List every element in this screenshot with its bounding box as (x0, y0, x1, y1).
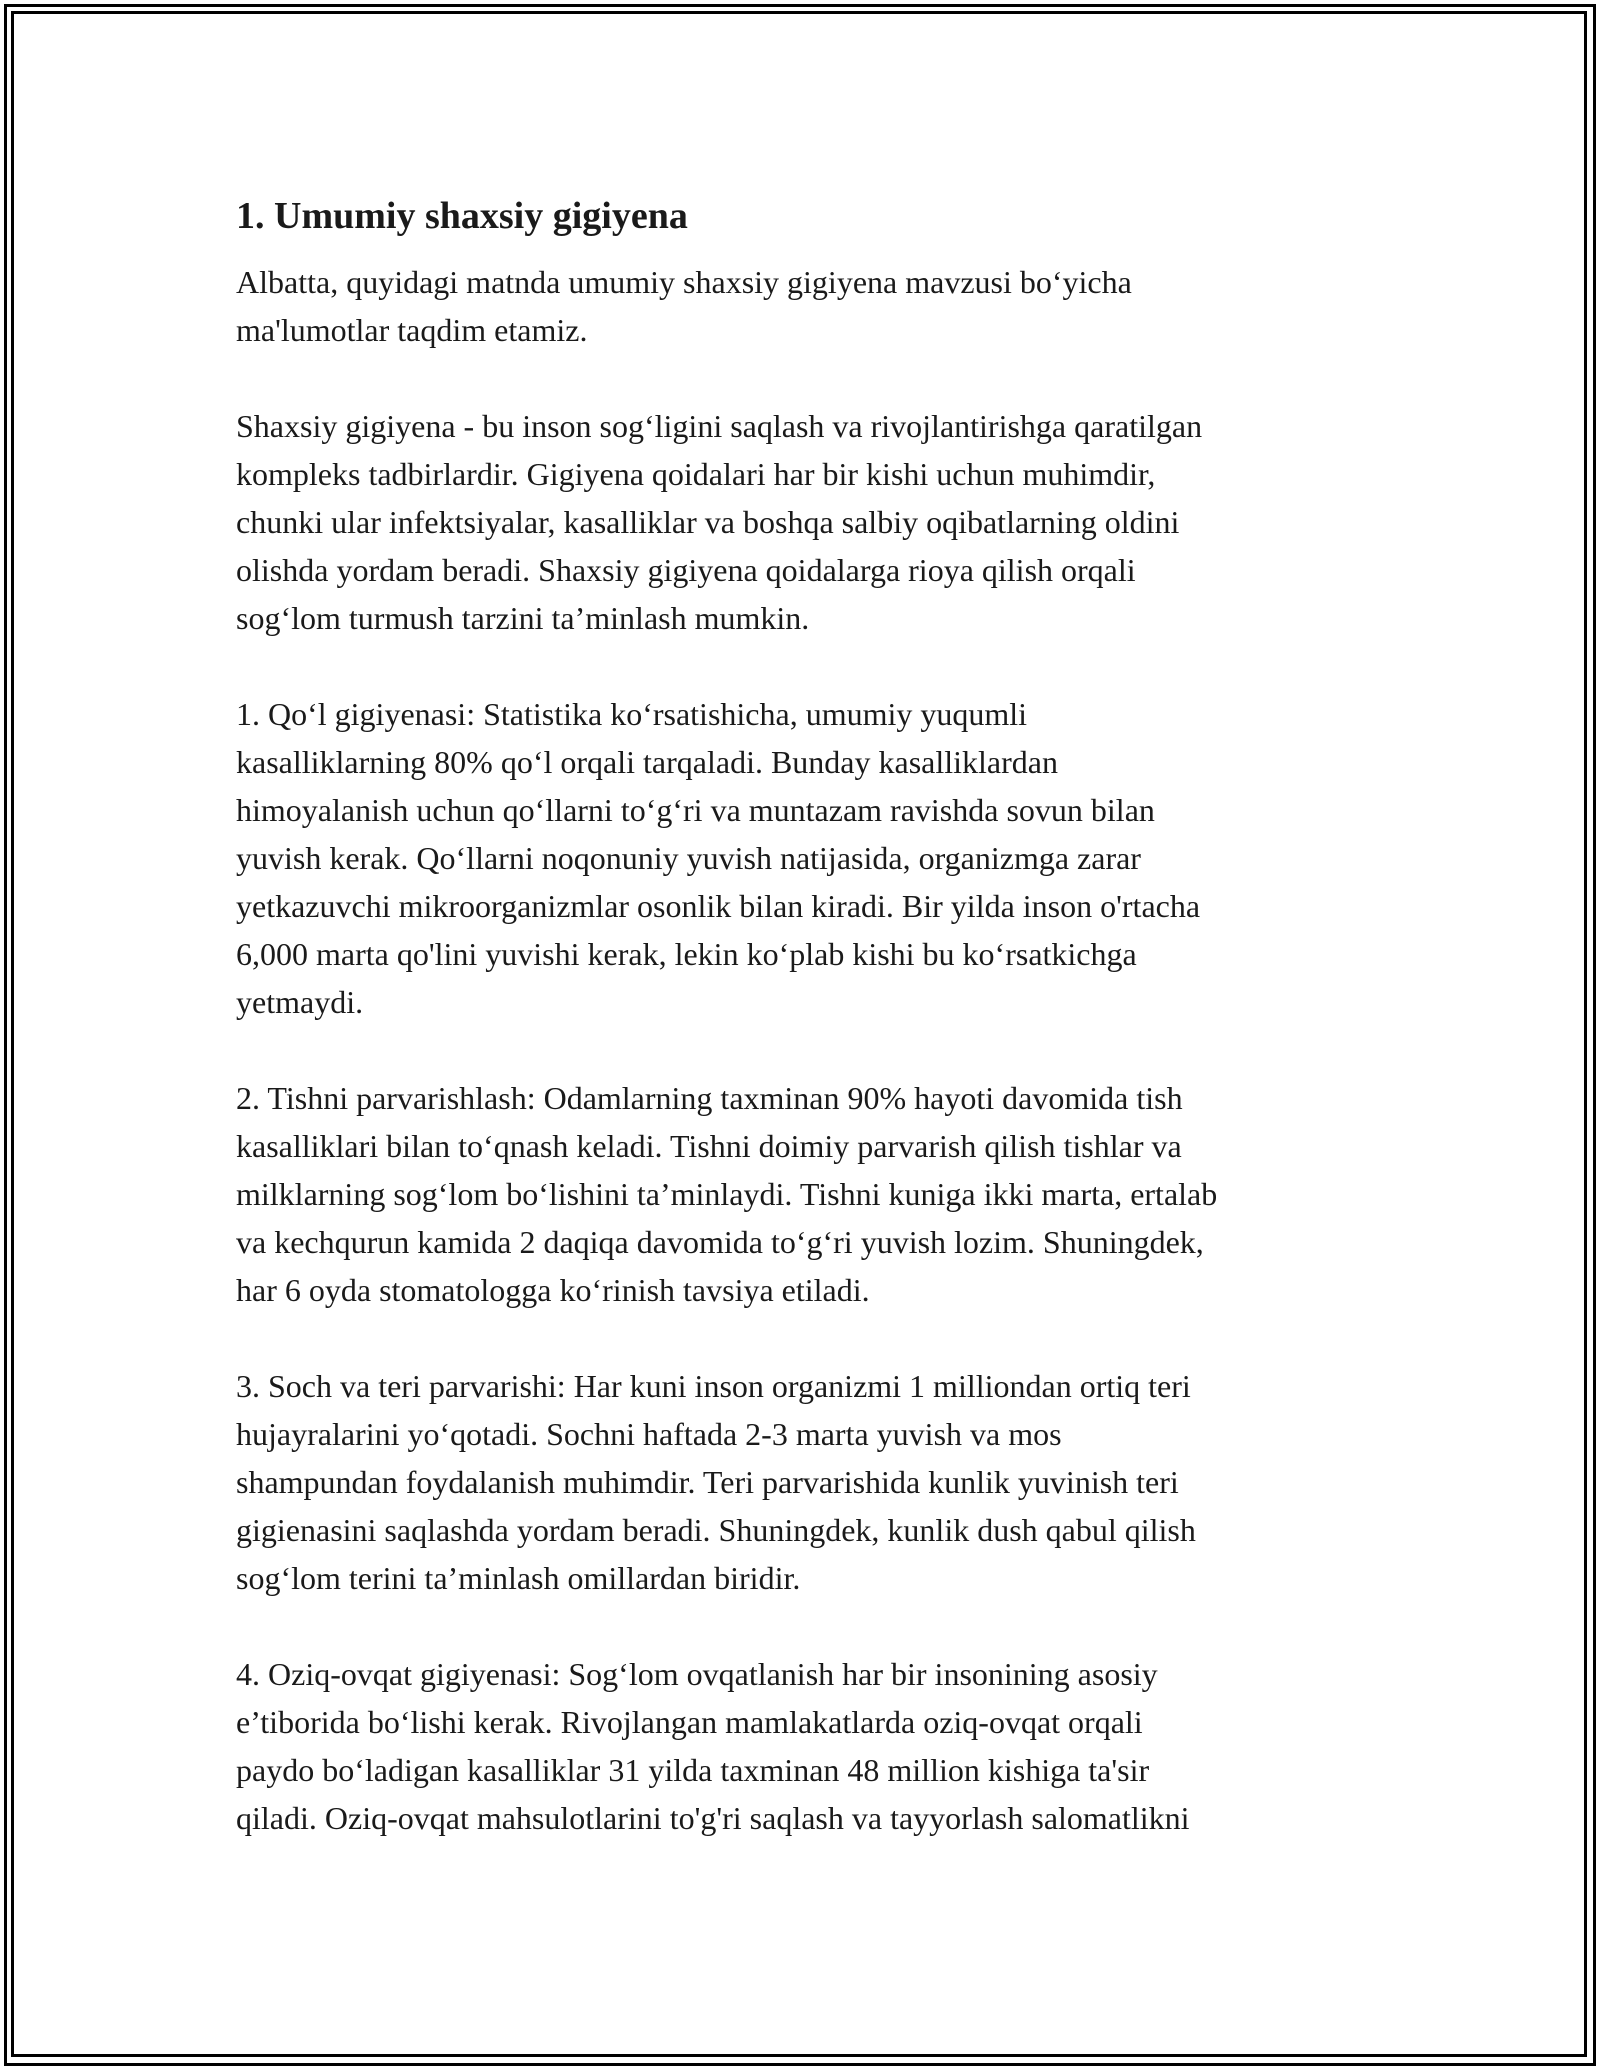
paragraph-hair-skin-care: 3. Soch va teri parvarishi: Har kuni inson organizmi 1 milliondan ortiq teri hujayralarini yo‘qotadi. Sochni haftada 2-3 marta yuvish va mos shampundan foydalanish muhimdir. Teri parvarishida kunlik yuvinish teri gigienasini saqlashda yordam beradi. Shuningdek, kunlik dush qabul qilish sog‘lom terini ta’minlash omillardan biridir. (236, 1368, 1196, 1596)
paragraph-dental-care: 2. Tishni parvarishlash: Odamlarning taxminan 90% hayoti davomida tish kasalliklari bilan to‘qnash keladi. Tishni doimiy parvarish qilish tishlar va milklarning sog‘lom bo‘lishini ta’minlaydi. Tishni kuniga ikki marta, ertalab va kechqurun kamida 2 daqiqa davomida to‘g‘ri yuvish lozim. Shuningdek, har 6 oyda stomatologga ko‘rinish tavsiya etiladi. (236, 1080, 1218, 1308)
paragraph-hand-hygiene: 1. Qo‘l gigiyenasi: Statistika ko‘rsatishicha, umumiy yuqumli kasalliklarning 80% qo‘l orqali tarqaladi. Bunday kasalliklardan himoyalanish uchun qo‘llarni to‘g‘ri va muntazam ravishda sovun bilan yuvish kerak. Qo‘llarni noqonuniy yuvish natijasida, organizmga zarar yetkazuvchi mikroorganizmlar osonlik bilan kiradi. Bir yilda inson o'rtacha 6,000 marta qo'lini yuvishi kerak, lekin ko‘plab kishi bu ko‘rsatkichga yetmaydi. (236, 696, 1201, 1020)
document-title: 1. Umumiy shaxsiy gigiyena (236, 195, 688, 237)
document-page (236, 180, 1366, 1842)
paragraph-definition: Shaxsiy gigiyena - bu inson sog‘ligini saqlash va rivojlantirishga qaratilgan kompleks tadbirlardir. Gigiyena qoidalari har bir kishi uchun muhimdir, chunki ular infektsiyalar, kasalliklar va boshqa salbiy oqibatlarning oldini olishda yordam beradi. Shaxsiy gigiyena qoidalarga rioya qilish orqali sog‘lom turmush tarzini ta’minlash mumkin. (236, 408, 1203, 636)
paragraph-food-hygiene: 4. Oziq-ovqat gigiyenasi: Sog‘lom ovqatlanish har bir insonining asosiy e’tiborida bo‘lishi kerak. Rivojlangan mamlakatlarda oziq-ovqat orqali paydo bo‘ladigan kasalliklar 31 yilda taxminan 48 million kishiga ta'sir qiladi. Oziq-ovqat mahsulotlarini to'g'ri saqlash va tayyorlash salomatlikni (236, 1656, 1190, 1836)
paragraph-intro: Albatta, quyidagi matnda umumiy shaxsiy gigiyena mavzusi bo‘yicha ma'lumotlar taqdim etamiz. (236, 264, 1132, 348)
